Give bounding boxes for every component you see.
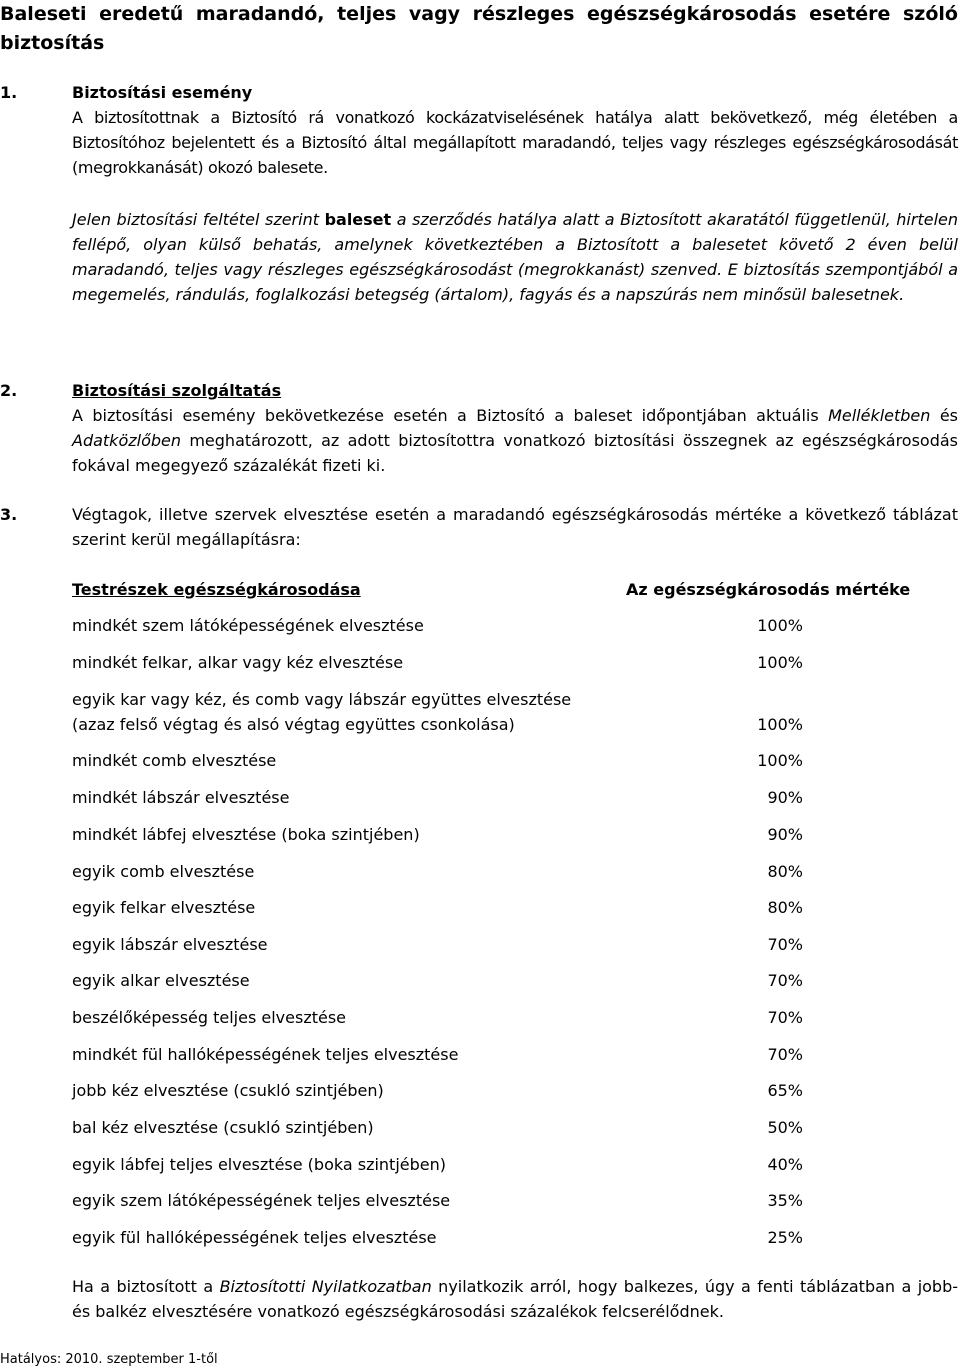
table-row: egyik comb elvesztése 80% bbox=[72, 862, 803, 881]
baleset-definition: Jelen biztosítási feltétel szerint baleset a szerződés hatálya alatt a Biztosított akaratától függetlenül, hirtelen fellépő, olyan külső behatás, amelynek következtében a Biztosított a balesetet követő 2 éven belül maradandó, teljes vagy részleges egészségkárosodást (megrokkanást) szenved. E biztosítás szempontjából a megemelés, rándulás, foglalkozási betegség (ártalom), fagyás és a napszúrás nem minősül balesetnek. bbox=[72, 210, 958, 304]
table-row: egyik alkar elvesztése 70% bbox=[72, 971, 803, 990]
damage-table bbox=[72, 577, 958, 1250]
table-row: mindkét lábfej elvesztése (boka szintjében) 90% bbox=[72, 825, 803, 844]
section-heading: Biztosítási esemény bbox=[72, 83, 253, 102]
section-number: 2. bbox=[0, 381, 18, 400]
table-row: egyik szem látóképességének teljes elvesztése 35% bbox=[72, 1191, 803, 1210]
header-degree: Az egészségkárosodás mértéke bbox=[626, 580, 911, 599]
table-row: egyik lábszár elvesztése 70% bbox=[72, 935, 803, 954]
section-2 bbox=[0, 378, 958, 478]
left-handed-note: Ha a biztosított a Biztosítotti Nyilatkozatban nyilatkozik arról, hogy balkezes, úgy a fenti táblázatban a jobb- és balkéz elvesztésére vonatkozó egészségkárosodási százalékok felcserélődnek. bbox=[72, 1277, 959, 1321]
table-row: mindkét fül hallóképességének teljes elvesztése 70% bbox=[72, 1045, 803, 1064]
table-row: mindkét szem látóképességének elvesztése 100% bbox=[72, 616, 803, 635]
table-row: mindkét lábszár elvesztése 90% bbox=[72, 788, 803, 807]
table-row: beszélőképesség teljes elvesztése 70% bbox=[72, 1008, 803, 1027]
section-heading: Biztosítási szolgáltatás bbox=[72, 381, 282, 400]
table-row: egyik fül hallóképességének teljes elvesztése 25% bbox=[72, 1228, 803, 1247]
section-paragraph: Végtagok, illetve szervek elvesztése esetén a maradandó egészségkárosodás mértéke a következő táblázat szerint kerül megállapításra: bbox=[72, 505, 958, 549]
section-3 bbox=[0, 502, 958, 552]
table-row: bal kéz elvesztése (csukló szintjében) 50% bbox=[72, 1118, 803, 1137]
section-1 bbox=[0, 80, 958, 307]
section-paragraph: A biztosítottnak a Biztosító rá vonatkozó kockázatviselésének hatálya alatt bekövetkező, még életében a Biztosítóhoz bejelentett és a Biztosító által megállapított maradandó, teljes vagy részleges egészségkárosodását (megrokkanását) okozó balesete. bbox=[72, 108, 958, 177]
table-row: egyik felkar elvesztése 80% bbox=[72, 898, 803, 917]
table-row: mindkét comb elvesztése 100% bbox=[72, 751, 803, 770]
table-row: jobb kéz elvesztése (csukló szintjében) 65% bbox=[72, 1081, 803, 1100]
section-number: 1. bbox=[0, 83, 18, 102]
section-paragraph: A biztosítási esemény bekövetkezése esetén a Biztosító a baleset időpontjában aktuális Mellékletben és Adatközlőben meghatározott, az adott biztosítottra vonatkozó biztosítási összegnek az egészségkárosodás fokával megegyező százalékát fizeti ki. bbox=[72, 406, 958, 475]
table-header bbox=[72, 577, 958, 613]
table-row: egyik kar vagy kéz, és comb vagy lábszár együttes elvesztése (azaz felső végtag és alsó végtag együttes csonkolása) 100% bbox=[72, 690, 803, 734]
table-row: mindkét felkar, alkar vagy kéz elvesztése 100% bbox=[72, 653, 803, 672]
header-body-part: Testrészek egészségkárosodása bbox=[72, 580, 361, 599]
effective-date-footer: Hatályos: 2010. szeptember 1-től bbox=[0, 1352, 218, 1367]
table-row: egyik lábfej teljes elvesztése (boka szintjében) 40% bbox=[72, 1155, 803, 1174]
section-number: 3. bbox=[0, 505, 18, 524]
definition-term: baleset bbox=[324, 210, 392, 229]
document-title: Baleseti eredetű maradandó, teljes vagy részleges egészségkárosodás esetére szóló biztosítás bbox=[0, 3, 958, 54]
